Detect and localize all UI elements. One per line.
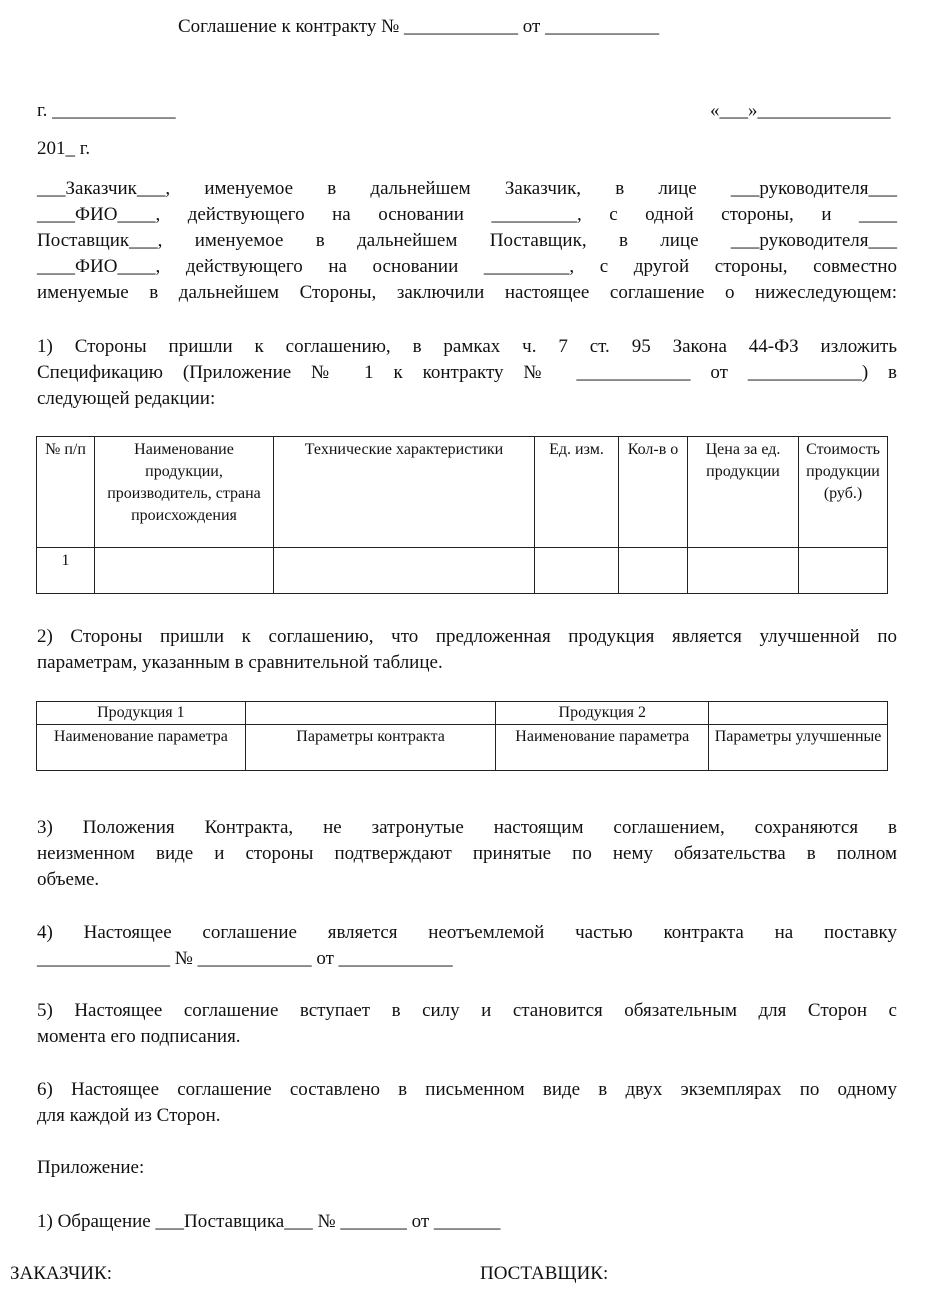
table-cell: Параметры улучшенные bbox=[709, 725, 888, 771]
table-header-cell: Стоимость продукции (руб.) bbox=[799, 437, 888, 548]
table-header-row bbox=[37, 702, 888, 725]
year-field: 201_ г. bbox=[37, 138, 91, 159]
table-cell: Наименование параметра bbox=[37, 725, 246, 771]
comparison-table bbox=[36, 701, 888, 771]
table-cell bbox=[619, 548, 688, 594]
clause-3-line: объеме. bbox=[37, 869, 100, 890]
table-header-cell bbox=[709, 702, 888, 725]
supplier-signature-label: ПОСТАВЩИК: bbox=[480, 1263, 609, 1284]
table-cell bbox=[95, 548, 274, 594]
table-row bbox=[37, 725, 888, 771]
table-header-cell bbox=[245, 702, 496, 725]
table-cell bbox=[688, 548, 799, 594]
customer-signature-label: ЗАКАЗЧИК: bbox=[10, 1263, 112, 1284]
clause-1-line: следующей редакции: bbox=[37, 388, 216, 409]
clause-6-line: 6) Настоящее соглашение составлено в письменном виде в двух экземплярах по одному bbox=[37, 1079, 897, 1100]
table-header-cell: Технические характеристики bbox=[274, 437, 535, 548]
table-row bbox=[37, 548, 888, 594]
table-cell bbox=[535, 548, 619, 594]
clause-1-line: 1) Стороны пришли к соглашению, в рамках ч. 7 ст. 95 Закона 44-ФЗ изложить bbox=[37, 336, 897, 357]
table-cell bbox=[274, 548, 535, 594]
clause-6-line: для каждой из Сторон. bbox=[37, 1105, 221, 1126]
intro-line: Поставщик___, именуемое в дальнейшем Поставщик, в лице ___руководителя___ bbox=[37, 230, 897, 251]
intro-line: ____ФИО____, действующего на основании _________, с другой стороны, совместно bbox=[37, 256, 897, 277]
table-header-cell: Наименование продукции, производитель, страна происхождения bbox=[95, 437, 274, 548]
table-header-cell: Кол-в о bbox=[619, 437, 688, 548]
appendix-label: Приложение: bbox=[37, 1157, 145, 1178]
table-header-cell: Ед. изм. bbox=[535, 437, 619, 548]
date-field: «___»______________ bbox=[710, 100, 891, 121]
table-header-cell: Цена за ед. продукции bbox=[688, 437, 799, 548]
intro-line: ___Заказчик___, именуемое в дальнейшем Заказчик, в лице ___руководителя___ bbox=[37, 178, 897, 199]
appendix-item: 1) Обращение ___Поставщика___ № _______ от _______ bbox=[37, 1211, 501, 1232]
table-cell bbox=[799, 548, 888, 594]
clause-4-line: ______________ № ____________ от ____________ bbox=[37, 948, 453, 969]
table-header-row bbox=[37, 437, 888, 548]
table-cell: Параметры контракта bbox=[245, 725, 496, 771]
clause-2-line: 2) Стороны пришли к соглашению, что предложенная продукция является улучшенной по bbox=[37, 626, 897, 647]
table-header-cell: Продукция 2 bbox=[496, 702, 709, 725]
table-header-cell: Продукция 1 bbox=[37, 702, 246, 725]
document-title: Соглашение к контракту № ____________ от ____________ bbox=[178, 16, 660, 37]
table-cell: Наименование параметра bbox=[496, 725, 709, 771]
clause-4-line: 4) Настоящее соглашение является неотъемлемой частью контракта на поставку bbox=[37, 922, 897, 943]
clause-5-line: момента его подписания. bbox=[37, 1026, 241, 1047]
clause-2-line: параметрам, указанным в сравнительной таблице. bbox=[37, 652, 443, 673]
clause-3-line: 3) Положения Контракта, не затронутые настоящим соглашением, сохраняются в bbox=[37, 817, 897, 838]
intro-line: именуемые в дальнейшем Стороны, заключили настоящее соглашение о нижеследующем: bbox=[37, 282, 897, 303]
clause-5-line: 5) Настоящее соглашение вступает в силу и становится обязательным для Сторон с bbox=[37, 1000, 897, 1021]
clause-1-line: Спецификацию (Приложение № 1 к контракту № ____________ от ____________) в bbox=[37, 362, 897, 383]
specification-table bbox=[36, 436, 888, 594]
table-cell: 1 bbox=[37, 548, 95, 594]
city-field: г. _____________ bbox=[37, 100, 176, 121]
clause-3-line: неизменном виде и стороны подтверждают принятые по нему обязательства в полном bbox=[37, 843, 897, 864]
intro-line: ____ФИО____, действующего на основании _________, с одной стороны, и ____ bbox=[37, 204, 897, 225]
table-header-cell: № п/п bbox=[37, 437, 95, 548]
